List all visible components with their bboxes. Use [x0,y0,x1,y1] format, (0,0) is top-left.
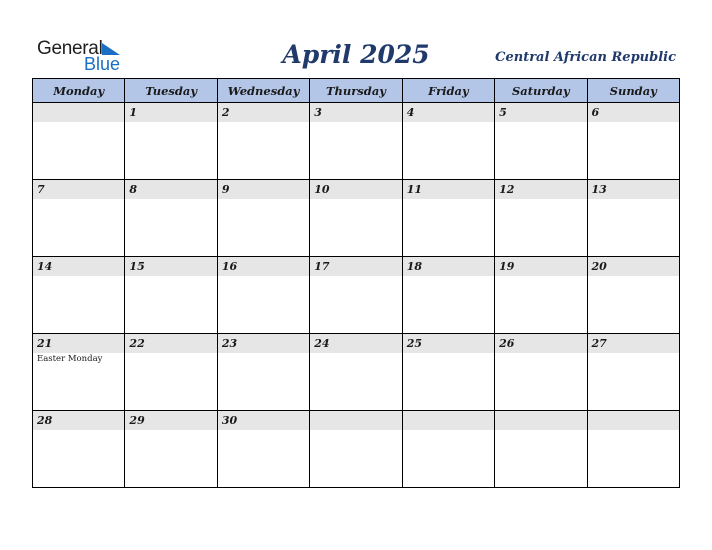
day-cell [310,180,402,257]
day-number: 20 [588,257,679,276]
day-cell [495,180,587,257]
day-number: 16 [218,257,309,276]
day-cell [402,411,494,488]
day-number: 26 [495,334,586,353]
day-number: 18 [403,257,494,276]
day-number: 12 [495,180,586,199]
day-cell [310,334,402,411]
day-cell [125,257,217,334]
day-cell [217,411,309,488]
day-number: 23 [218,334,309,353]
weekday-header: Tuesday [125,79,217,103]
country-name: Central African Republic [495,50,676,65]
day-number: 11 [403,180,494,199]
day-number: 22 [125,334,216,353]
day-cell [310,257,402,334]
day-number: 24 [310,334,401,353]
weekday-header: Monday [33,79,125,103]
day-number: 14 [33,257,124,276]
day-number: 4 [403,103,494,122]
day-cell [33,257,125,334]
day-number [403,411,494,430]
day-number: 29 [125,411,216,430]
day-cell [402,103,494,180]
day-cell [125,103,217,180]
day-number [495,411,586,430]
day-number: 21 [33,334,124,353]
week-row [33,257,680,334]
calendar-grid [32,78,680,488]
day-number: 3 [310,103,401,122]
day-number: 19 [495,257,586,276]
day-cell [310,411,402,488]
week-row [33,411,680,488]
day-cell [217,103,309,180]
day-number: 5 [495,103,586,122]
week-row [33,103,680,180]
day-cell [495,334,587,411]
day-number: 1 [125,103,216,122]
logo-blue-text: Blue [84,54,121,74]
day-cell [495,103,587,180]
day-number [310,411,401,430]
week-row [33,334,680,411]
day-cell [402,257,494,334]
day-cell [217,257,309,334]
day-cell [402,180,494,257]
day-cell [33,334,125,411]
day-number: 10 [310,180,401,199]
day-cell [495,411,587,488]
day-cell [587,180,679,257]
day-number: 17 [310,257,401,276]
holiday-label: Easter Monday [37,354,103,364]
day-cell [587,257,679,334]
day-number [33,103,124,122]
week-row [33,180,680,257]
day-number: 27 [588,334,679,353]
day-cell [217,334,309,411]
day-cell [587,103,679,180]
calendar-title: April 2025 [282,40,430,69]
day-cell [587,411,679,488]
day-cell [402,334,494,411]
day-number: 9 [218,180,309,199]
weekday-header-row [33,79,680,103]
weekday-header: Thursday [310,79,402,103]
day-cell [125,334,217,411]
day-cell [495,257,587,334]
day-cell [125,411,217,488]
day-number: 28 [33,411,124,430]
day-number: 25 [403,334,494,353]
day-number: 6 [588,103,679,122]
weekday-header: Wednesday [217,79,309,103]
weekday-header: Sunday [587,79,679,103]
logo-general-text: General [37,38,103,59]
day-number: 30 [218,411,309,430]
day-cell [33,180,125,257]
day-number: 8 [125,180,216,199]
day-cell [217,180,309,257]
day-number [588,411,679,430]
weekday-header: Saturday [495,79,587,103]
weekday-header: Friday [402,79,494,103]
day-cell [310,103,402,180]
day-cell [33,411,125,488]
day-cell [587,334,679,411]
day-number: 7 [33,180,124,199]
day-cell [33,103,125,180]
day-number: 13 [588,180,679,199]
day-number: 2 [218,103,309,122]
day-number: 15 [125,257,216,276]
day-cell [125,180,217,257]
